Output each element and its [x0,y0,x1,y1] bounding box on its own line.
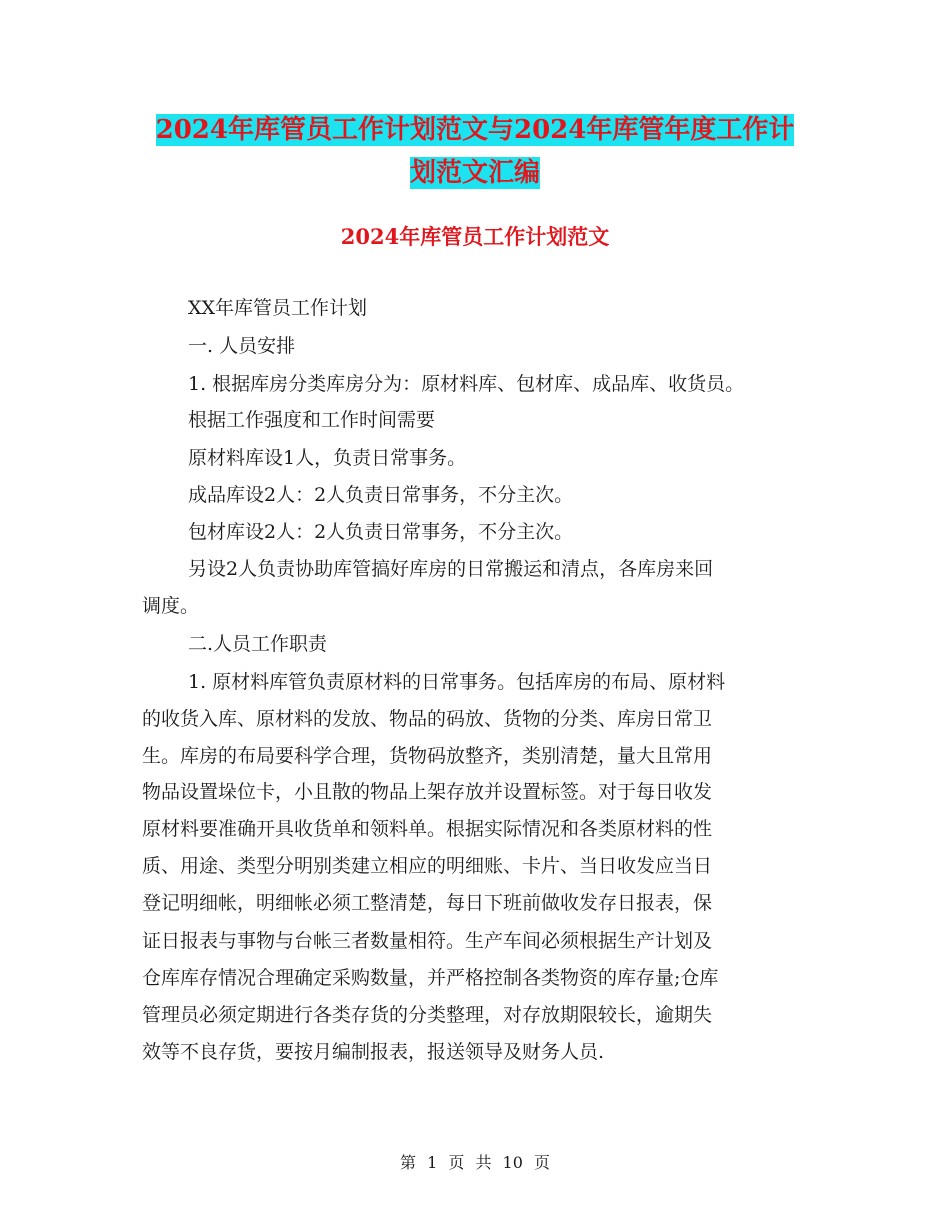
plan-heading: XX年库管员工作计划 [188,297,368,319]
paragraph-line: 原材料库设1人，负责日常事务。 [188,447,467,469]
document-title-text-1: 2024年库管员工作计划范文与2024年库管年度工作计 [155,115,795,145]
paragraph-line: 证日报表与事物与台帐三者数量相符。生产车间必须根据生产计划及 [142,930,713,952]
heading-staffing: 一. 人员安排 [188,335,296,357]
paragraph-line: 仓库库存情况合理确定采购数量，并严格控制各类物资的库存量;仓库 [142,967,719,989]
paragraph-line: 生。库房的布局要科学合理，货物码放整齐，类别清楚，量大且常用 [142,745,713,767]
paragraph-line: 管理员必须定期进行各类存货的分类整理，对存放期限较长，逾期失 [142,1004,713,1026]
document-title-line-1 [0,110,950,150]
paragraph-line: 调度。 [142,595,200,617]
paragraph-line: 原材料要准确开具收货单和领料单。根据实际情况和各类原材料的性 [142,818,713,840]
paragraph-line: 包材库设2人：2人负责日常事务，不分主次。 [188,521,574,543]
document-title-line-2 [0,153,950,193]
document-title-text-2: 划范文汇编 [409,158,540,188]
section-title: 2024年库管员工作计划范文 [340,224,610,249]
page-number-footer: 第 1 页 共 10 页 [400,1153,550,1172]
paragraph-line: 物品设置垛位卡，小且散的物品上架存放并设置标签。对于每日收发 [142,781,713,803]
paragraph-line: 1. 原材料库管负责原材料的日常事务。包括库房的布局、原材料 [188,671,726,693]
paragraph-line: 的收货入库、原材料的发放、物品的码放、货物的分类、库房日常卫 [142,708,713,730]
paragraph-line: 成品库设2人：2人负责日常事务，不分主次。 [188,484,574,506]
paragraph-line: 另设2人负责协助库管搞好库房的日常搬运和清点，各库房来回 [188,558,714,580]
paragraph-line: 质、用途、类型分明别类建立相应的明细账、卡片、当日收发应当日 [142,855,713,877]
paragraph-line: 1. 根据库房分类库房分为：原材料库、包材库、成品库、收货员。 [188,373,745,395]
paragraph-line: 效等不良存货，要按月编制报表，报送领导及财务人员. [142,1041,605,1063]
heading-duties: 二.人员工作职责 [188,633,328,655]
paragraph-line: 登记明细帐，明细帐必须工整清楚，每日下班前做收发存日报表，保 [142,892,713,914]
paragraph-line: 根据工作强度和工作时间需要 [188,409,436,431]
